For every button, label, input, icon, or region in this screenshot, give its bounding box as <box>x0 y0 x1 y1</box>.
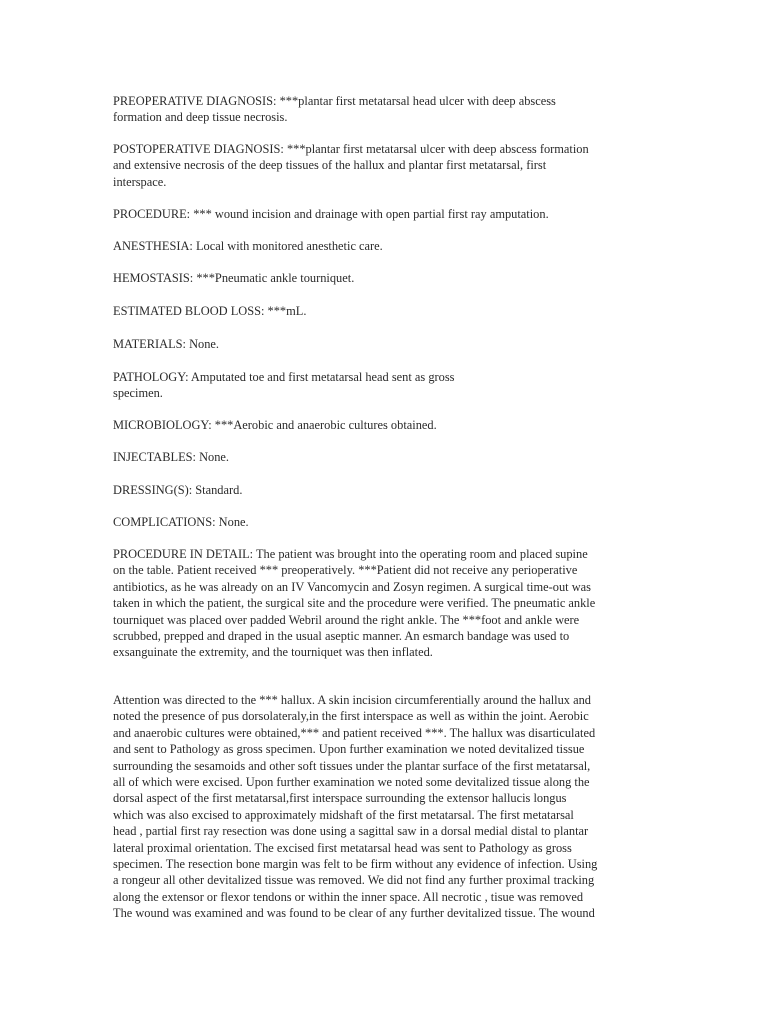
microbiology: MICROBIOLOGY: ***Aerobic and anaerobic cultures obtained. <box>113 418 437 432</box>
procedure: PROCEDURE: *** wound incision and drainage with open partial first ray amputation. <box>113 207 549 221</box>
estimated-blood-loss: ESTIMATED BLOOD LOSS: ***mL. <box>113 304 307 318</box>
pathology: PATHOLOGY: Amputated toe and first metatarsal head sent as gross specimen. <box>113 370 455 401</box>
materials: MATERIALS: None. <box>113 337 220 351</box>
injectables: INJECTABLES: None. <box>113 450 230 464</box>
postoperative-diagnosis: POSTOPERATIVE DIAGNOSIS: ***plantar first metatarsal ulcer with deep abscess formation and extensive necrosis of the deep tissues of the hallux and plantar first metatarsal, first interspace. <box>113 142 589 189</box>
preoperative-diagnosis: PREOPERATIVE DIAGNOSIS: ***plantar first metatarsal head ulcer with deep abscess formation and deep tissue necrosis. <box>113 94 556 125</box>
anesthesia: ANESTHESIA: Local with monitored anesthetic care. <box>113 239 383 253</box>
dressings: DRESSING(S): Standard. <box>113 483 243 497</box>
attention-paragraph: Attention was directed to the *** hallux. A skin incision circumferentially around the hallux and noted the presence of pus dorsolateraly,in the first interspace as well as within the joint. Aerobic and anaerobic cultures were obtained,*** and patient received ***. The hallux was disarticulated and sent to Pathology as gross specimen. Upon further examination we noted devitalized tissue surrounding the sesamoids and other soft tissues under the plantar surface of the first metatarsal, all of which were excised. Upon further examination we noted some devitalized tissue along the dorsal aspect of the first metatarsal,first interspace surrounding the extensor hallucis longus which was also excised to approximately midshaft of the first metatarsal. The first metatarsal head , partial first ray resection was done using a sagittal saw in a dorsal medial distal to plantar lateral proximal orientation. The excised first metatarsal head was sent to Pathology as gross specimen. The resection bone margin was felt to be firm without any evidence of infection. Using a rongeur all other devitalized tissue was removed. We did not find any further proximal tracking along the extensor or flexor tendons or within the inner space. All necrotic , tisue was removed The wound was examined and was found to be clear of any further devitalized tissue. The wound <box>113 693 598 921</box>
procedure-in-detail: PROCEDURE IN DETAIL: The patient was brought into the operating room and placed supine on the table. Patient received *** preoperatively. ***Patient did not receive any perioperative antibiotics, as he was already on an IV Vancomycin and Zosyn regimen. A surgical time-out was taken in which the patient, the surgical site and the procedure were verified. The pneumatic ankle tourniquet was placed over padded Webril around the right ankle. The ***foot and ankle were scrubbed, prepped and draped in the usual aseptic manner. An esmarch bandage was used to exsanguinate the extremity, and the tourniquet was then inflated. <box>113 547 596 660</box>
hemostasis: HEMOSTASIS: ***Pneumatic ankle tourniquet. <box>113 271 355 285</box>
complications: COMPLICATIONS: None. <box>113 515 249 529</box>
